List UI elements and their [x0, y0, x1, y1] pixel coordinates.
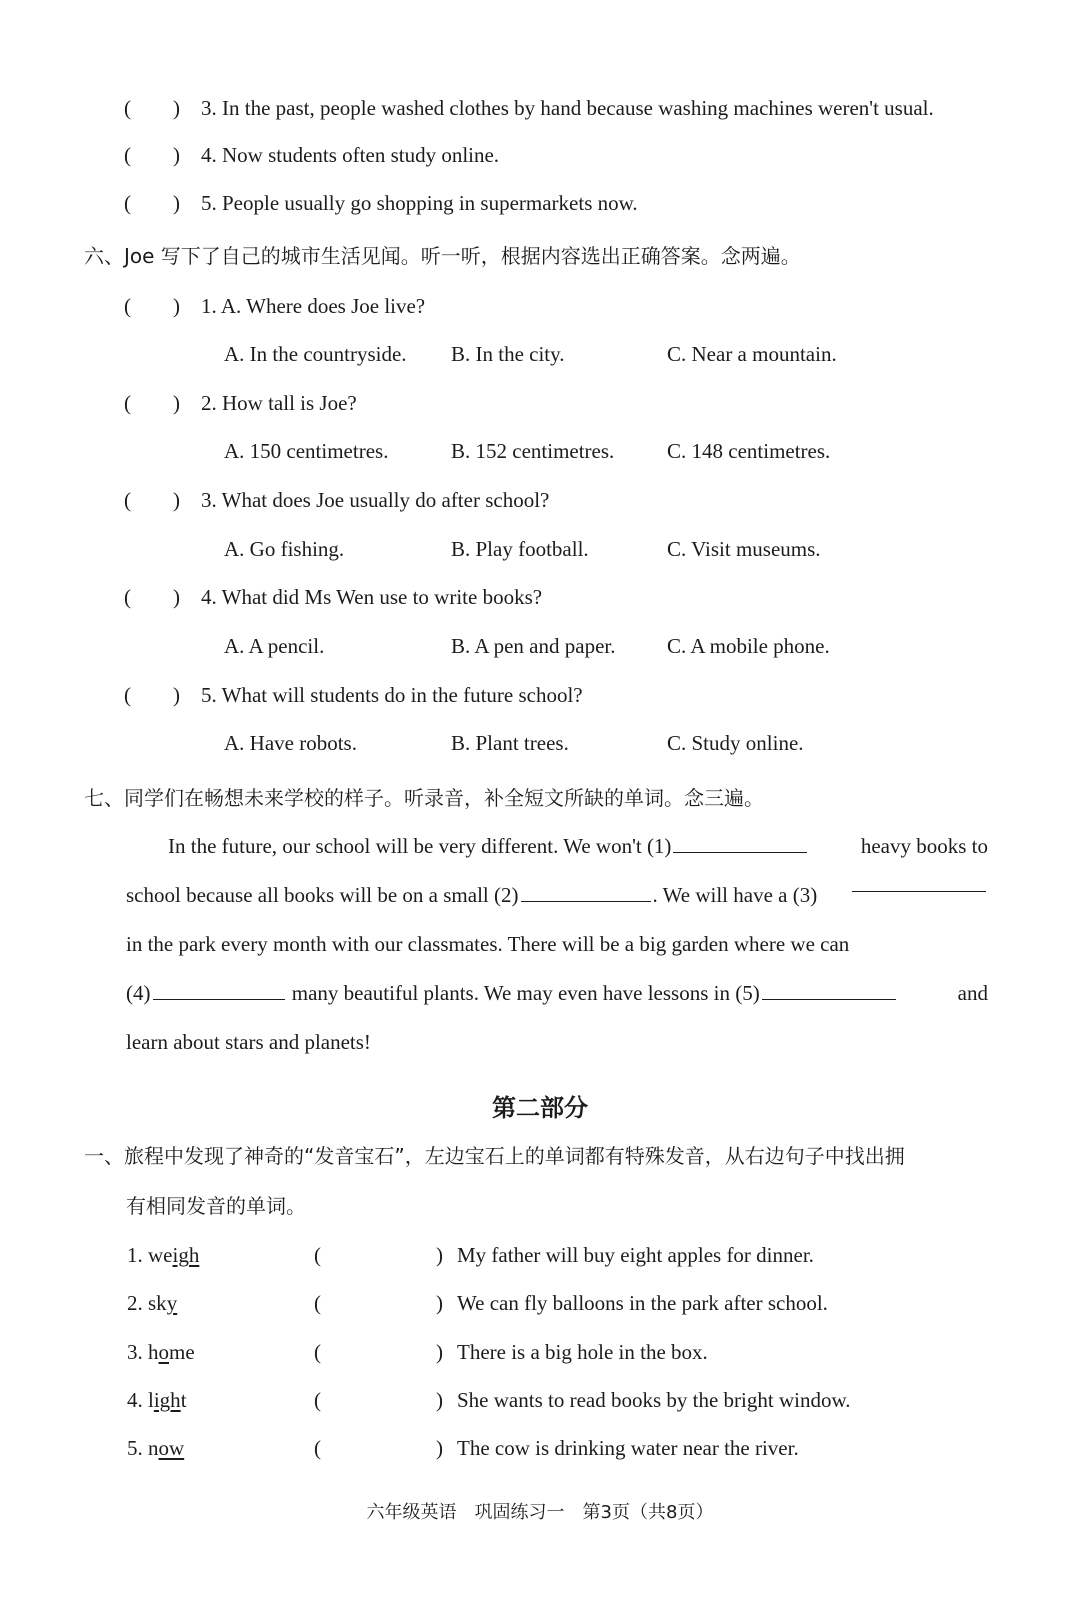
option-c: C. A mobile phone.: [667, 634, 830, 658]
option-b: B. 152 centimetres.: [451, 439, 615, 463]
question-3: 3. What does Joe usually do after school?: [201, 488, 550, 512]
answer-paren[interactable]: ( ): [124, 585, 180, 609]
phonics-word-3: [127, 1338, 195, 1366]
option-a: A. Go fishing.: [224, 537, 345, 561]
blank-5[interactable]: [762, 979, 896, 1000]
word: weigh: [148, 1243, 200, 1267]
blank-3[interactable]: [852, 871, 986, 892]
underlined-letters: igh: [172, 1243, 200, 1267]
phonics-sentence-5: The cow is drinking water near the river.: [457, 1436, 799, 1460]
passage-text: school because all books will be on a small (2): [126, 883, 519, 907]
phonics-word-4: [127, 1386, 187, 1414]
option-a: A. In the countryside.: [224, 342, 407, 366]
phonics-sentence-4: She wants to read books by the bright window.: [457, 1388, 851, 1412]
right-paren: ): [436, 1243, 443, 1267]
question-2: 2. How tall is Joe?: [201, 391, 357, 415]
option-b: B. Play football.: [451, 537, 589, 561]
option-c: C. Visit museums.: [667, 537, 821, 561]
passage-line-5: [126, 1018, 988, 1067]
item-number: 2.: [127, 1291, 143, 1315]
left-paren[interactable]: (: [314, 1436, 321, 1460]
answer-paren[interactable]: ( ): [124, 488, 180, 512]
word: light: [148, 1388, 187, 1412]
option-a: A. A pencil.: [224, 634, 325, 658]
item-number: 5.: [127, 1436, 143, 1460]
option-b: B. In the city.: [451, 342, 565, 366]
passage-line-2: [126, 871, 988, 920]
answer-paren[interactable]: ( ): [124, 391, 180, 415]
item-number: 3.: [127, 1340, 143, 1364]
word: now: [148, 1436, 185, 1460]
passage-text: learn about stars and planets!: [126, 1030, 371, 1054]
right-paren: ): [436, 1291, 443, 1315]
answer-paren[interactable]: ( ): [124, 143, 180, 167]
blank-2[interactable]: [521, 881, 651, 902]
underlined-letters: y: [166, 1291, 178, 1315]
phonics-sentence-2: We can fly balloons in the park after school.: [457, 1291, 828, 1315]
underlined-letters: igh: [153, 1388, 181, 1412]
option-b: B. A pen and paper.: [451, 634, 616, 658]
option-c: C. Study online.: [667, 731, 804, 755]
underlined-letters: ow: [158, 1436, 185, 1460]
section7-heading: 七、同学们在畅想未来学校的样子。听录音，补全短文所缺的单词。念三遍。: [84, 786, 764, 810]
phonics-word-1: [127, 1241, 199, 1269]
passage-text: heavy books to: [860, 834, 988, 858]
part2-heading-line1: 一、旅程中发现了神奇的“发音宝石”，左边宝石上的单词都有特殊发音，从右边句子中找出拥: [84, 1144, 905, 1168]
item-number: 4.: [127, 1388, 143, 1412]
passage-text: many beautiful plants. We may even have lessons in (5): [291, 981, 760, 1005]
section6-heading: 六、Joe 写下了自己的城市生活见闻。听一听，根据内容选出正确答案。念两遍。: [84, 244, 801, 268]
option-a: A. 150 centimetres.: [224, 439, 389, 463]
passage-text: in the park every month with our classmates. There will be a big garden where we can: [126, 932, 850, 956]
passage-text: In the future, our school will be very different. We won't (1): [168, 834, 672, 858]
blank-4[interactable]: [153, 979, 285, 1000]
left-paren[interactable]: (: [314, 1388, 321, 1412]
statement-4: 4. Now students often study online.: [201, 143, 500, 167]
answer-paren[interactable]: ( ): [124, 96, 180, 120]
question-5: 5. What will students do in the future school?: [201, 683, 583, 707]
answer-paren[interactable]: ( ): [124, 294, 180, 318]
phonics-word-2: [127, 1289, 177, 1317]
answer-paren[interactable]: ( ): [124, 191, 180, 215]
left-paren[interactable]: (: [314, 1340, 321, 1364]
phonics-sentence-3: There is a big hole in the box.: [457, 1340, 708, 1364]
phonics-word-5: [127, 1434, 184, 1462]
passage-text: and: [957, 981, 988, 1005]
phonics-sentence-1: My father will buy eight apples for dinner.: [457, 1243, 814, 1267]
option-c: C. 148 centimetres.: [667, 439, 831, 463]
right-paren: ): [436, 1388, 443, 1412]
passage-line-4: [126, 969, 988, 1018]
cloze-passage: [126, 822, 988, 1067]
question-4: 4. What did Ms Wen use to write books?: [201, 585, 543, 609]
option-b: B. Plant trees.: [451, 731, 569, 755]
right-paren: ): [436, 1340, 443, 1364]
right-paren: ): [436, 1436, 443, 1460]
option-c: C. Near a mountain.: [667, 342, 837, 366]
left-paren[interactable]: (: [314, 1243, 321, 1267]
part2-heading-line2: 有相同发音的单词。: [126, 1194, 306, 1218]
statement-3: 3. In the past, people washed clothes by hand because washing machines weren't usual.: [201, 96, 934, 120]
part2-title: 第二部分: [492, 1093, 588, 1122]
passage-line-3: [126, 920, 988, 969]
question-1: 1. A. Where does Joe live?: [201, 294, 426, 318]
statement-5: 5. People usually go shopping in supermarkets now.: [201, 191, 638, 215]
option-a: A. Have robots.: [224, 731, 357, 755]
passage-text: . We will have a (3): [652, 883, 818, 907]
word: home: [148, 1340, 195, 1364]
passage-line-1: [126, 822, 988, 871]
item-number: 1.: [127, 1243, 143, 1267]
answer-paren[interactable]: ( ): [124, 683, 180, 707]
passage-text: (4): [126, 981, 151, 1005]
underlined-letters: o: [158, 1340, 169, 1364]
page-footer: 六年级英语 巩固练习一 第3页（共8页）: [366, 1502, 714, 1523]
blank-1[interactable]: [673, 832, 807, 853]
left-paren[interactable]: (: [314, 1291, 321, 1315]
word: sky: [148, 1291, 178, 1315]
